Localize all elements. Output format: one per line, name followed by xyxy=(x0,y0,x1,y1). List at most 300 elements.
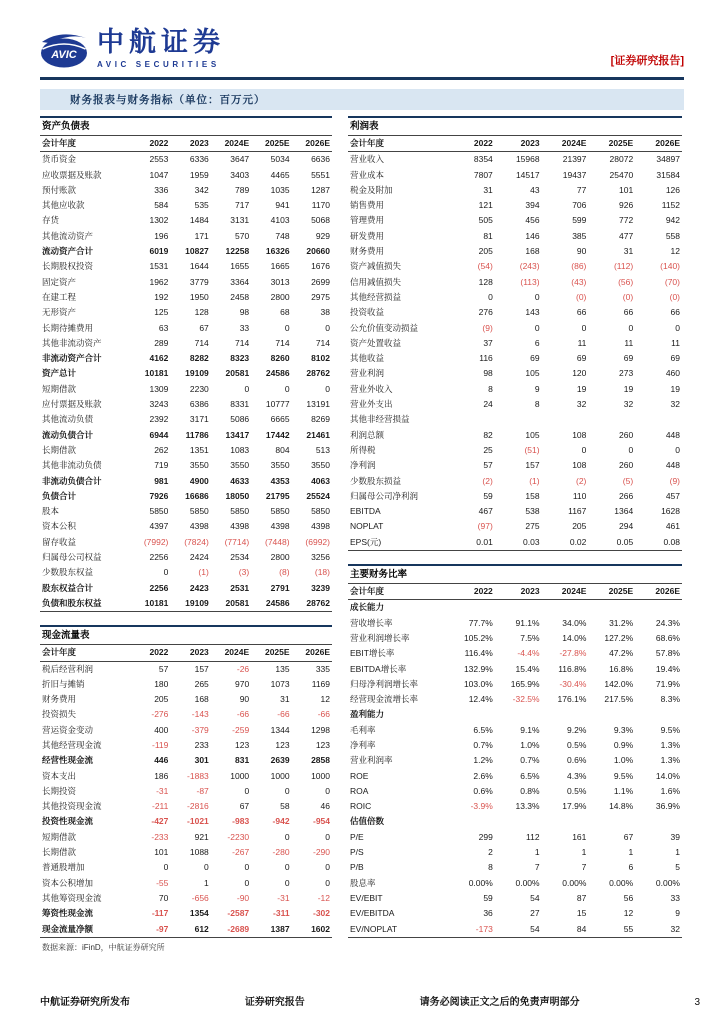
header-divider xyxy=(40,77,684,80)
table-row xyxy=(348,906,682,921)
cell-value: 2699 xyxy=(311,276,330,287)
table-row xyxy=(348,229,682,244)
cell-value: 0.00% xyxy=(609,877,634,888)
cell-value: 4398 xyxy=(189,521,209,532)
cell-value: -983 xyxy=(232,816,250,827)
footer-disclaimer: 请务必阅读正文之后的免责声明部分 xyxy=(419,997,580,1008)
cell-value: 1083 xyxy=(230,444,250,455)
cell-value: 110 xyxy=(572,490,587,501)
table-row xyxy=(348,784,682,799)
table-row xyxy=(348,412,682,427)
table-row xyxy=(348,845,682,860)
cell-value: 0 xyxy=(628,444,634,455)
cell-value: (7824) xyxy=(184,536,209,547)
table-gap xyxy=(348,551,682,564)
cell-value: (51) xyxy=(524,444,540,455)
cell-value: 176.1% xyxy=(557,694,587,705)
cell-value: 8323 xyxy=(230,353,250,364)
cell-value: 126 xyxy=(665,184,680,195)
cell-value: 1644 xyxy=(189,261,209,272)
cell-value: 3647 xyxy=(230,154,250,165)
cell-value: (0) xyxy=(669,291,680,302)
cash-flow-table-grid xyxy=(40,625,332,938)
cash-flow-table xyxy=(40,625,332,938)
cell-value: -302 xyxy=(312,908,330,919)
cell-value: -656 xyxy=(191,892,209,903)
cell-value: 39 xyxy=(670,831,680,842)
cell-value: 31584 xyxy=(656,169,680,180)
cell-value: 11 xyxy=(671,337,680,348)
cell-value: 36 xyxy=(483,908,493,919)
row-label: 普通股增加 xyxy=(42,862,85,873)
row-label: 负债合计 xyxy=(42,490,77,501)
cell-value: 2858 xyxy=(311,755,330,766)
cell-value: 13417 xyxy=(225,429,250,440)
cell-value: 0 xyxy=(675,322,680,333)
cell-value: (5) xyxy=(622,475,634,486)
cell-value: 82 xyxy=(483,429,493,440)
cell-value: 5850 xyxy=(189,506,209,517)
table-row xyxy=(40,443,332,458)
cell-value: 294 xyxy=(619,521,634,532)
cell-value: -311 xyxy=(273,908,290,919)
table-row xyxy=(348,198,682,213)
cell-value: 121 xyxy=(478,200,493,211)
row-label: 经营性现金流 xyxy=(42,755,94,766)
cell-value: 14.0% xyxy=(562,632,587,643)
cell-value: 24 xyxy=(483,399,493,410)
cell-value: 143 xyxy=(525,307,540,318)
cell-value: 1000 xyxy=(270,770,290,781)
column-header: 2024E xyxy=(211,136,251,152)
cell-value: 970 xyxy=(234,678,250,689)
column-header: 2023 xyxy=(170,645,210,661)
table-row xyxy=(40,723,332,738)
row-label: 流动资产合计 xyxy=(42,246,94,257)
cell-value: 33 xyxy=(239,322,250,333)
cell-value: 13191 xyxy=(306,399,330,410)
cell-value: 460 xyxy=(665,368,680,379)
cell-value: -117 xyxy=(151,908,169,919)
row-label: ROA xyxy=(350,785,369,796)
row-label: NOPLAT xyxy=(350,521,384,532)
cell-value: 0 xyxy=(534,291,540,302)
row-label: 其他非流动负债 xyxy=(42,460,102,471)
cell-value: 5850 xyxy=(230,506,250,517)
row-label: 其他非流动资产 xyxy=(42,337,102,348)
table-row xyxy=(348,183,682,198)
cell-value: 24586 xyxy=(251,596,291,612)
cell-value: 69 xyxy=(670,353,680,364)
cell-value: 0 xyxy=(284,322,290,333)
cell-value: 0 xyxy=(325,383,330,394)
column-header: 2024E xyxy=(542,584,589,600)
cell-value: -97 xyxy=(130,922,170,938)
cell-value: (54) xyxy=(477,261,493,272)
cell-value: 926 xyxy=(619,200,634,211)
cell-value: 7807 xyxy=(473,169,493,180)
column-header: 2022 xyxy=(448,584,495,600)
row-label: 资本公积增加 xyxy=(42,877,94,888)
cell-value: (112) xyxy=(613,261,634,272)
cell-value: 1.0% xyxy=(613,755,634,766)
cell-value: (243) xyxy=(519,261,540,272)
cell-value: 0 xyxy=(244,877,250,888)
cell-value: 63 xyxy=(158,322,169,333)
cell-value: 11786 xyxy=(185,429,209,440)
column-header: 2022 xyxy=(130,136,170,152)
cell-value: 28762 xyxy=(292,596,332,612)
table-title: 利润表 xyxy=(348,117,682,136)
cell-value: 8269 xyxy=(311,414,330,425)
cell-value: -2230 xyxy=(227,831,250,842)
cell-value: 37 xyxy=(483,337,493,348)
cell-value: 0 xyxy=(325,785,330,796)
cell-value: 12258 xyxy=(225,246,250,257)
cell-value: 69 xyxy=(623,353,634,364)
column-header: 2026E xyxy=(292,136,332,152)
cell-value: 165.9% xyxy=(510,678,540,689)
cell-value: 16326 xyxy=(265,246,290,257)
table-row xyxy=(348,860,682,875)
table-row xyxy=(40,596,332,612)
cell-value: 457 xyxy=(665,490,680,501)
row-label: 其他应收款 xyxy=(42,200,85,211)
cell-value: -66 xyxy=(317,709,330,720)
table-row xyxy=(40,489,332,504)
cell-value: 0.00% xyxy=(468,877,493,888)
table-row xyxy=(40,351,332,366)
cell-value: 714 xyxy=(275,337,290,348)
table-row xyxy=(348,290,682,305)
cell-value: (70) xyxy=(664,276,680,287)
cell-value: 108 xyxy=(572,429,587,440)
cell-value: 266 xyxy=(619,490,634,501)
cell-value: 116.4% xyxy=(464,648,493,659)
cell-value: 205 xyxy=(154,694,169,705)
cell-value: 34.0% xyxy=(562,617,587,628)
cell-value: 505 xyxy=(478,215,493,226)
table-row xyxy=(40,860,332,875)
cell-value: 57 xyxy=(483,460,493,471)
table-row xyxy=(348,489,682,504)
table-row xyxy=(40,830,332,845)
row-label: 资产减值损失 xyxy=(350,261,402,272)
cell-value: 4162 xyxy=(149,353,169,364)
cell-value: 1 xyxy=(675,847,680,858)
cell-value: 4397 xyxy=(149,521,169,532)
cell-value: 772 xyxy=(619,215,634,226)
cell-value: -954 xyxy=(312,816,330,827)
cell-value: 714 xyxy=(194,337,209,348)
cell-value: 10181 xyxy=(130,596,170,612)
row-label: 固定资产 xyxy=(42,276,77,287)
table-row xyxy=(40,707,332,722)
cell-value: 123 xyxy=(275,739,290,750)
cell-value: -143 xyxy=(191,709,209,720)
column-header: 2025E xyxy=(251,136,291,152)
row-label: 其他流动负债 xyxy=(42,414,94,425)
cell-value: 28072 xyxy=(609,154,634,165)
table-row xyxy=(348,753,682,768)
cell-value: 5850 xyxy=(149,506,169,517)
table-row xyxy=(348,519,682,534)
cell-value: 8282 xyxy=(189,353,209,364)
right-column xyxy=(348,116,682,938)
cell-value: 0 xyxy=(325,322,330,333)
financial-ratios-table-grid xyxy=(348,564,682,938)
table-row xyxy=(40,753,332,768)
income-statement-table xyxy=(348,116,682,551)
avic-logo-icon xyxy=(40,28,88,70)
cell-value: 0 xyxy=(581,444,587,455)
table-row xyxy=(40,397,332,412)
row-label: 净利率 xyxy=(350,739,376,750)
cell-value: 1351 xyxy=(189,444,209,455)
cell-value: 1959 xyxy=(189,169,209,180)
table-row xyxy=(40,244,332,259)
cell-value: 180 xyxy=(154,678,169,689)
cell-value: 20660 xyxy=(306,246,330,257)
cell-value: 55 xyxy=(588,922,635,938)
cell-value: (7448) xyxy=(264,536,290,547)
cell-value: 186 xyxy=(154,770,169,781)
cell-value: 714 xyxy=(234,337,250,348)
brand-name-cn: 中航证券 xyxy=(97,27,225,57)
table-row xyxy=(348,259,682,274)
table-row xyxy=(348,336,682,351)
cell-value: 6019 xyxy=(149,246,169,257)
table-row xyxy=(40,336,332,351)
cell-value: 6665 xyxy=(270,414,290,425)
row-label: EBIT增长率 xyxy=(350,648,395,659)
table-row xyxy=(348,321,682,336)
cell-value: 98 xyxy=(239,307,250,318)
cell-value: 4063 xyxy=(311,475,330,486)
cell-value: 1665 xyxy=(270,261,290,272)
cell-value: 171 xyxy=(194,230,209,241)
cell-value: 66 xyxy=(670,307,680,318)
cell-value: -27.8% xyxy=(559,648,587,659)
cell-value: 0 xyxy=(284,862,290,873)
cell-value: 0 xyxy=(534,322,540,333)
cell-value: 7926 xyxy=(149,490,169,501)
row-label: 股东权益合计 xyxy=(42,582,94,593)
cell-value: -4.4% xyxy=(517,648,540,659)
brand-block xyxy=(40,28,225,70)
cell-value: 33 xyxy=(670,892,680,903)
cell-value: (113) xyxy=(520,276,540,287)
cell-value: 5 xyxy=(675,862,680,873)
cell-value: 3013 xyxy=(270,276,290,287)
cell-value: 275 xyxy=(525,521,540,532)
cell-value: 67 xyxy=(239,801,250,812)
row-label: 投资性现金流 xyxy=(42,816,94,827)
cell-value xyxy=(542,412,589,427)
cell-value: 0 xyxy=(284,877,290,888)
cell-value: 17442 xyxy=(265,429,290,440)
cell-value: 1000 xyxy=(311,770,330,781)
table-row xyxy=(40,412,332,427)
cell-value: 1309 xyxy=(149,383,169,394)
cell-value: 31 xyxy=(280,694,290,705)
column-header: 2023 xyxy=(495,584,542,600)
cell-value: (86) xyxy=(571,261,587,272)
table-row xyxy=(348,646,682,661)
row-label: 股息率 xyxy=(350,877,376,888)
row-label: 负债和股东权益 xyxy=(40,596,130,612)
cell-value: (2) xyxy=(482,475,493,486)
cell-value: (0) xyxy=(576,291,587,302)
table-title-row xyxy=(348,117,682,136)
cell-value: 36.9% xyxy=(655,801,680,812)
cell-value: 127.2% xyxy=(604,632,634,643)
cell-value: 6 xyxy=(534,337,540,348)
cell-value: 921 xyxy=(194,831,209,842)
cell-value: 101 xyxy=(154,847,169,858)
cell-value: -55 xyxy=(156,877,169,888)
row-label: 公允价值变动损益 xyxy=(350,322,419,333)
row-label: EPS(元) xyxy=(348,535,448,551)
cell-value: 289 xyxy=(154,337,169,348)
cell-value: 32 xyxy=(635,922,682,938)
cell-value: 4.3% xyxy=(567,770,587,781)
cell-value: 0.6% xyxy=(473,785,493,796)
table-row xyxy=(348,474,682,489)
cell-value: 1287 xyxy=(311,184,330,195)
cell-value: -280 xyxy=(272,847,290,858)
cell-value: 19 xyxy=(576,383,587,394)
table-row xyxy=(40,799,332,814)
cell-value: 2392 xyxy=(149,414,169,425)
table-row xyxy=(40,198,332,213)
cell-value: 125 xyxy=(154,307,169,318)
cell-value: 1167 xyxy=(568,506,587,517)
cell-value: 719 xyxy=(154,460,169,471)
cell-value: 66 xyxy=(576,307,587,318)
cell-value: 2800 xyxy=(270,291,290,302)
table-row xyxy=(40,814,332,829)
row-label: 长期股权投资 xyxy=(42,261,94,272)
cell-value: 2256 xyxy=(149,582,169,593)
cell-value: 0.05 xyxy=(588,535,635,551)
table-row xyxy=(348,382,682,397)
table-header-row xyxy=(40,645,332,661)
cell-value: 71.9% xyxy=(655,678,680,689)
row-label: 货币资金 xyxy=(42,154,77,165)
cell-value: 1531 xyxy=(149,261,169,272)
cell-value: 19437 xyxy=(562,169,587,180)
cell-value: 8.3% xyxy=(660,694,680,705)
cell-value: 158 xyxy=(525,490,540,501)
cell-value: 4398 xyxy=(270,521,290,532)
row-label: P/E xyxy=(350,831,364,842)
cell-value: 77.7% xyxy=(468,617,493,628)
cell-value: 336 xyxy=(154,184,169,195)
cell-value: 9 xyxy=(675,908,680,919)
row-label: 营业外收入 xyxy=(350,383,393,394)
cell-value: 20581 xyxy=(211,596,251,612)
cell-value: -267 xyxy=(232,847,250,858)
column-header: 会计年度 xyxy=(40,136,130,152)
row-label: 归母净利润增长率 xyxy=(350,678,419,689)
cell-value: 1152 xyxy=(661,200,680,211)
cell-value: 538 xyxy=(525,506,540,517)
cell-value: -942 xyxy=(272,816,290,827)
cell-value: 1.0% xyxy=(520,739,540,750)
cell-value: 1.3% xyxy=(660,755,680,766)
table-row xyxy=(348,707,682,722)
cell-value xyxy=(448,412,495,427)
cell-value: 558 xyxy=(665,230,680,241)
cell-value: 68.6% xyxy=(655,632,680,643)
cell-value: -30.4% xyxy=(559,678,587,689)
cell-value: (2) xyxy=(576,475,587,486)
cell-value: 0 xyxy=(488,291,493,302)
income-statement-table-grid xyxy=(348,116,682,551)
column-header: 2026E xyxy=(635,584,682,600)
cell-value: (1) xyxy=(198,567,209,578)
table-row xyxy=(40,922,332,938)
row-label: EV/EBITDA xyxy=(350,908,395,919)
cell-value: 2424 xyxy=(189,552,209,563)
cell-value: (6992) xyxy=(305,536,330,547)
table-title-row xyxy=(348,565,682,584)
cell-value: 941 xyxy=(275,200,290,211)
cell-value: 10181 xyxy=(144,368,169,379)
table-row xyxy=(40,321,332,336)
brand-name-en: AVIC SECURITIES xyxy=(97,60,220,69)
cell-value: (56) xyxy=(618,276,634,287)
cell-value: 0.9% xyxy=(613,739,634,750)
table-gap xyxy=(40,612,332,625)
cell-value: 217.5% xyxy=(604,694,634,705)
cell-value: 11 xyxy=(624,337,634,348)
row-label: EBITDA增长率 xyxy=(350,663,407,674)
cell-value: 1602 xyxy=(292,922,332,938)
cell-value: 4900 xyxy=(189,475,209,486)
cell-value: 394 xyxy=(525,200,540,211)
row-label: 财务费用 xyxy=(42,694,77,705)
cell-value: 157 xyxy=(525,460,540,471)
row-label: 长期待摊费用 xyxy=(42,322,94,333)
cell-value: 25 xyxy=(483,444,493,455)
column-header: 2022 xyxy=(448,136,495,152)
cell-value: -379 xyxy=(191,724,209,735)
section-label: 盈利能力 xyxy=(350,709,385,720)
row-label: 所得税 xyxy=(350,444,376,455)
cell-value: 43 xyxy=(530,184,540,195)
row-label: 营业利润率 xyxy=(350,755,393,766)
cell-value: 2230 xyxy=(189,383,209,394)
cell-value: 1035 xyxy=(270,184,290,195)
cell-value: 446 xyxy=(154,755,169,766)
table-row xyxy=(40,183,332,198)
row-label: 经营现金流增长率 xyxy=(350,694,419,705)
cell-value: 19109 xyxy=(185,368,209,379)
footer-doc-type: 证券研究报告 xyxy=(244,997,305,1008)
row-label: 其他经营损益 xyxy=(350,291,402,302)
row-label: EV/NOPLAT xyxy=(348,922,448,938)
row-label: 在建工程 xyxy=(42,291,77,302)
cell-value: 38 xyxy=(320,307,330,318)
cell-value: 0 xyxy=(284,785,290,796)
cell-value: 804 xyxy=(275,444,290,455)
cell-value: 31 xyxy=(483,184,493,195)
cell-value: 3403 xyxy=(230,169,250,180)
cell-value: 168 xyxy=(525,246,540,257)
cell-value: (7714) xyxy=(224,536,250,547)
